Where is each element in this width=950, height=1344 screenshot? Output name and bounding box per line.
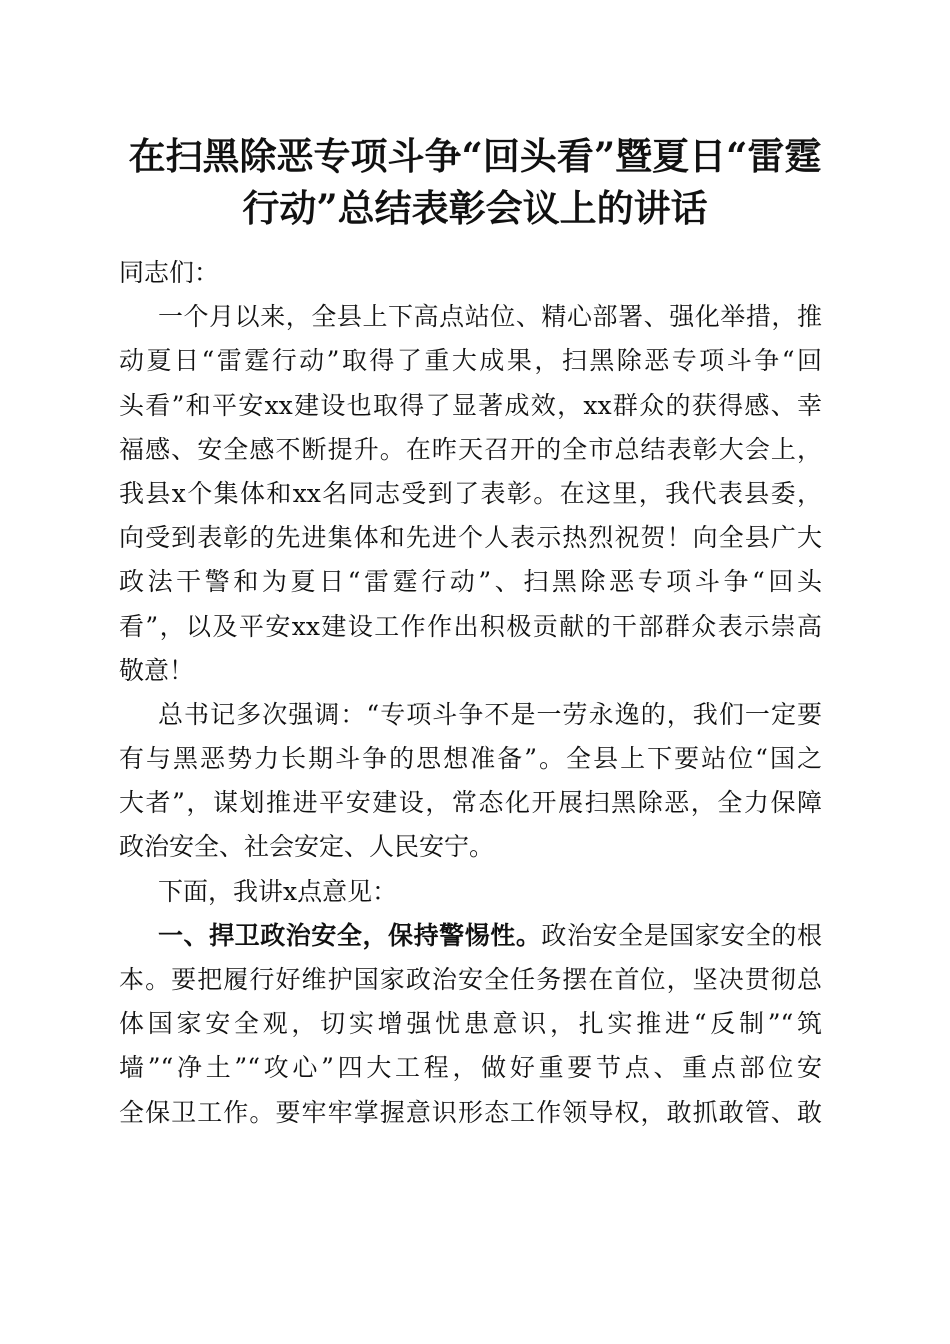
paragraph-line: 本。要把履行好维护国家政治安全任务摆在首位，坚决贯彻总: [119, 965, 822, 994]
paragraph-line: 墙”“净土”“攻心”四大工程，做好重要节点、重点部位安: [119, 1053, 822, 1083]
section-first-line: [119, 914, 822, 958]
paragraph-line: 我县x个集体和xx名同志受到了表彰。在这里，我代表县委，: [119, 478, 822, 508]
paragraph-line: 政治安全、社会安定、人民安宁。: [119, 832, 495, 862]
section-text: 政治安全是国家安全的根: [541, 920, 822, 950]
paragraph-line: 体国家安全观，切实增强忧患意识，扎实推进“反制”“筑: [119, 1009, 822, 1039]
document-title: [90, 130, 860, 234]
section-heading: 一、捍卫政治安全，保持警惕性。: [158, 920, 542, 950]
paragraph-line: 敬意！: [119, 655, 195, 685]
paragraph-line: 一个月以来，全县上下高点站位、精心部署、强化举措，推: [158, 302, 822, 332]
title-line: 行动”总结表彰会议上的讲话: [242, 186, 708, 230]
title-line: 在扫黑除恶专项斗争“回头看”暨夏日“雷霆: [128, 134, 822, 178]
paragraph-line: 头看”和平安xx建设也取得了显著成效，xx群众的获得感、幸: [119, 390, 822, 420]
document-body: [119, 251, 822, 1135]
paragraph-line: 动夏日“雷霆行动”取得了重大成果，扫黑除恶专项斗争“回: [119, 346, 822, 376]
paragraph-line: 看”，以及平安xx建设工作作出积极贡献的干部群众表示崇高: [119, 611, 822, 641]
salutation: 同志们：: [119, 258, 220, 287]
paragraph-line: 全保卫工作。要牢牢掌握意识形态工作领导权，敢抓敢管、敢: [119, 1097, 822, 1127]
paragraph-line: 福感、安全感不断提升。在昨天召开的全市总结表彰大会上，: [119, 434, 822, 464]
paragraph-line: 总书记多次强调：“专项斗争不是一劳永逸的，我们一定要: [158, 699, 822, 729]
paragraph-line: 有与黑恶势力长期斗争的思想准备”。全县上下要站位“国之: [119, 744, 822, 774]
paragraph-line: 政法干警和为夏日“雷霆行动”、扫黑除恶专项斗争“回头: [119, 567, 822, 597]
paragraph-line: 向受到表彰的先进集体和先进个人表示热烈祝贺！向全县广大: [119, 523, 822, 553]
paragraph-line: 大者”，谋划推进平安建设，常态化开展扫黑除恶，全力保障: [119, 788, 822, 818]
paragraph-line: 下面，我讲x点意见：: [158, 876, 398, 906]
